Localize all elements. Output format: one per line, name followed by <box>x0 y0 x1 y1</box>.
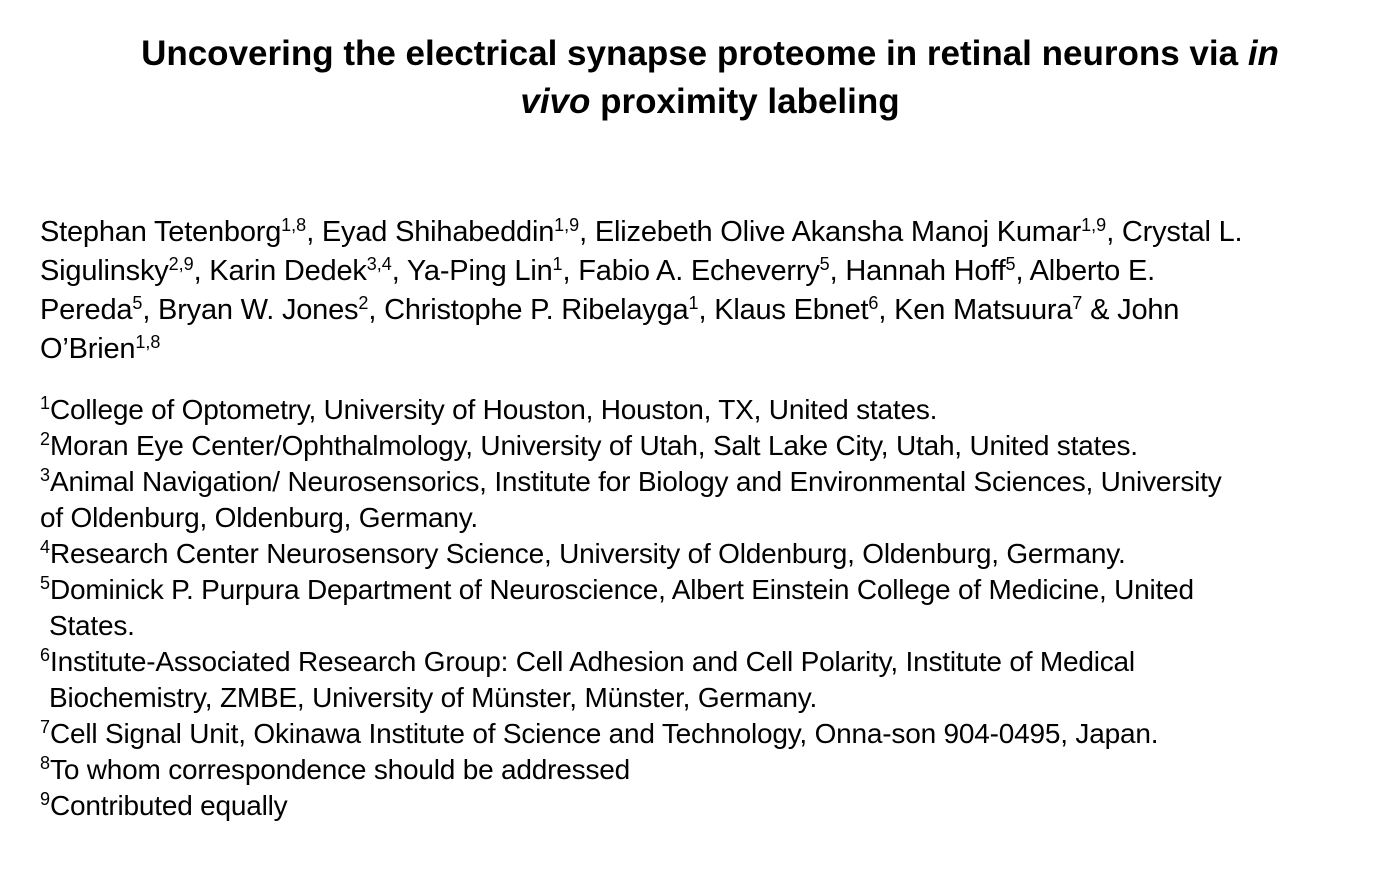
author-affiliation-mark: 7 <box>1072 293 1083 314</box>
author-name: , Alberto E. <box>1015 255 1155 287</box>
author-name: Pereda <box>40 294 133 326</box>
author-name: , Ya-Ping Lin <box>391 255 553 287</box>
author-affiliation-mark: 5 <box>132 293 143 314</box>
affiliation-number: 5 <box>40 573 51 594</box>
author-name: & John <box>1082 294 1180 326</box>
author-line-3 <box>40 291 1375 330</box>
title-text-part2: proximity labeling <box>590 82 900 121</box>
author-name: , Fabio A. Echeverry <box>562 255 820 287</box>
affiliation-list <box>40 392 1380 824</box>
affiliation-item <box>40 788 1380 824</box>
author-name: , Bryan W. Jones <box>142 294 359 326</box>
affiliation-item <box>40 464 1380 536</box>
affiliation-number: 1 <box>40 393 51 414</box>
author-name: , Christophe P. Ribelayga <box>368 294 689 326</box>
author-list <box>40 213 1375 369</box>
affiliation-text-continued: Biochemistry, ZMBE, University of Münster, Münster, Germany. <box>49 682 818 713</box>
title-text-part1: Uncovering the electrical synapse proteome in retinal neurons via <box>141 34 1248 73</box>
affiliation-text-continued: States. <box>49 610 135 641</box>
author-affiliation-mark: 1 <box>552 254 563 275</box>
affiliation-text: Moran Eye Center/Ophthalmology, University of Utah, Salt Lake City, Utah, United states. <box>50 430 1138 461</box>
author-name: , Ken Matsuura <box>878 294 1073 326</box>
author-name: Sigulinsky <box>40 255 169 287</box>
author-line-1 <box>40 213 1375 252</box>
title-italic-in: in <box>1247 34 1279 73</box>
affiliation-text: Dominick P. Purpura Department of Neuroscience, Albert Einstein College of Medicine, United <box>50 574 1194 605</box>
author-name: , Crystal L. <box>1106 216 1243 248</box>
author-name: , Eyad Shihabeddin <box>306 216 555 248</box>
author-name: , Karin Dedek <box>193 255 367 287</box>
author-affiliation-mark: 3,4 <box>366 254 392 275</box>
affiliation-number: 9 <box>40 789 51 810</box>
author-affiliation-mark: 2,9 <box>168 254 194 275</box>
affiliation-text: Institute-Associated Research Group: Cell Adhesion and Cell Polarity, Institute of Medical <box>50 646 1135 677</box>
author-name: O’Brien <box>40 333 136 365</box>
author-affiliation-mark: 5 <box>819 254 830 275</box>
author-affiliation-mark: 6 <box>868 293 879 314</box>
author-name: , Klaus Ebnet <box>698 294 869 326</box>
author-affiliation-mark: 5 <box>1005 254 1016 275</box>
affiliation-number: 8 <box>40 753 51 774</box>
author-name: Stephan Tetenborg <box>40 216 282 248</box>
affiliation-item <box>40 716 1380 752</box>
affiliation-item <box>40 572 1380 644</box>
affiliation-item <box>40 536 1380 572</box>
affiliation-item <box>40 752 1380 788</box>
affiliation-text: Animal Navigation/ Neurosensorics, Institute for Biology and Environmental Sciences, University <box>50 466 1222 497</box>
author-name: , Elizebeth Olive Akansha Manoj Kumar <box>579 216 1082 248</box>
paper-title <box>40 30 1380 126</box>
affiliation-text: Research Center Neurosensory Science, University of Oldenburg, Oldenburg, Germany. <box>50 538 1126 569</box>
affiliation-number: 6 <box>40 645 51 666</box>
affiliation-number: 2 <box>40 429 51 450</box>
author-affiliation-mark: 1,8 <box>135 332 161 353</box>
author-affiliation-mark: 1,9 <box>1081 215 1107 236</box>
author-affiliation-mark: 1,8 <box>281 215 307 236</box>
affiliation-item <box>40 644 1380 716</box>
author-affiliation-mark: 2 <box>358 293 369 314</box>
affiliation-text-continued: of Oldenburg, Oldenburg, Germany. <box>40 502 479 533</box>
affiliation-number: 4 <box>40 537 51 558</box>
affiliation-number: 7 <box>40 717 51 738</box>
author-affiliation-mark: 1,9 <box>554 215 580 236</box>
author-affiliation-mark: 1 <box>688 293 699 314</box>
affiliation-text: To whom correspondence should be addressed <box>50 754 630 785</box>
affiliation-item <box>40 428 1380 464</box>
author-line-4 <box>40 330 1375 369</box>
affiliation-text: College of Optometry, University of Houston, Houston, TX, United states. <box>50 394 938 425</box>
author-line-2 <box>40 252 1375 291</box>
affiliation-number: 3 <box>40 465 51 486</box>
title-italic-vivo: vivo <box>520 82 591 121</box>
affiliation-item <box>40 392 1380 428</box>
affiliation-text: Cell Signal Unit, Okinawa Institute of Science and Technology, Onna-son 904-0495, Japan. <box>50 718 1159 749</box>
affiliation-text: Contributed equally <box>50 790 288 821</box>
author-name: , Hannah Hoff <box>829 255 1006 287</box>
